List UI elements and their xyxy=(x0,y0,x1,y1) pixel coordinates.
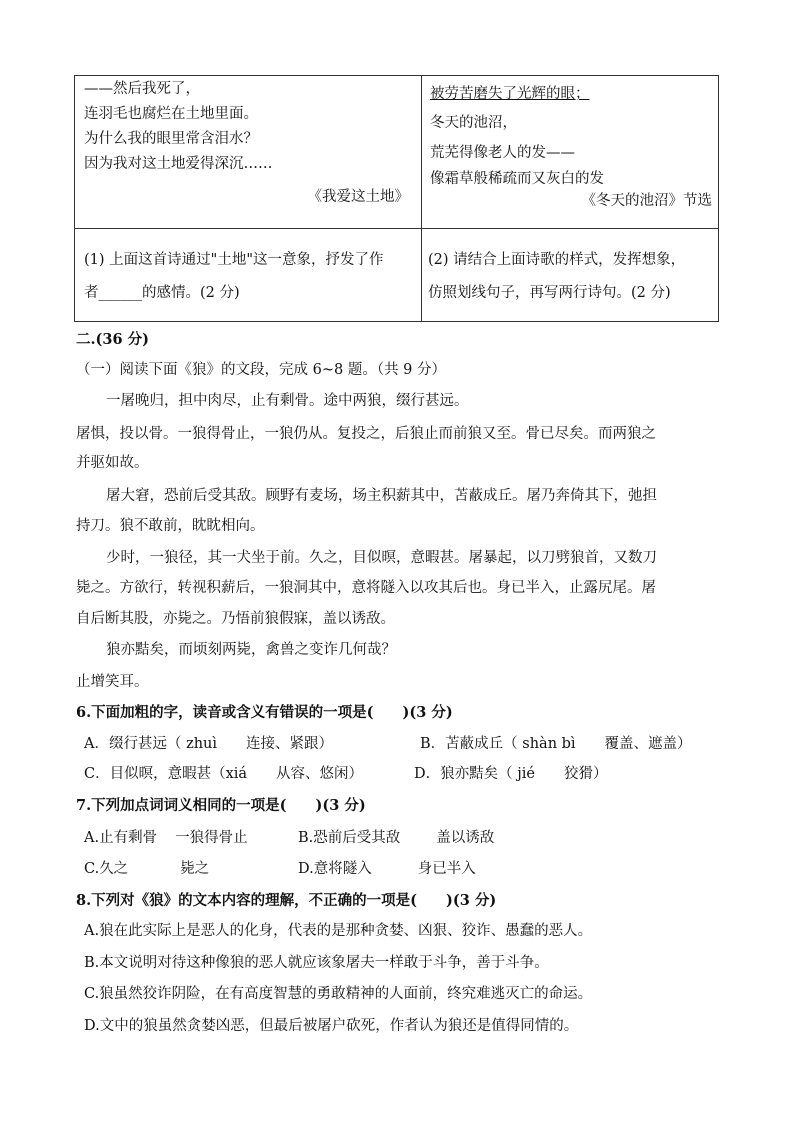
question-6-option-c[interactable]: C．目似暝，意暇甚（xiá 从容、悠闲） xyxy=(84,766,364,782)
question-8-stem: 8.下列对《狼》的文本内容的理解，不正确的一项是( )(3 分) xyxy=(76,892,497,909)
question-2-line: (2) 请结合上面诗歌的样式，发挥想象， xyxy=(428,252,686,268)
left-poem-source: 《我爱这土地》 xyxy=(307,189,409,205)
part-intro: （一）阅读下面《狼》的文段，完成 6~8 题。（共 9 分） xyxy=(76,362,447,378)
question-2-line: 仿照划线句子，再写两行诗句。(2 分) xyxy=(428,285,671,301)
left-poem-cell xyxy=(75,76,422,229)
passage-line: 狼亦黠矣，而顷刻两毙，禽兽之变诈几何哉？ xyxy=(106,642,396,658)
option-b-phrase-1: B.恐前后受其敌 xyxy=(298,830,401,846)
question-1-pre: 者 xyxy=(84,285,99,301)
left-poem-line: ——然后我死了， xyxy=(84,81,200,97)
option-b-phrase-2: 盖以诱敌 xyxy=(436,830,495,846)
option-a-phrase-1: A.止有剩骨 xyxy=(84,830,158,846)
question-6-option-a[interactable]: A．缀行甚远（ zhuì 连接、紧跟） xyxy=(84,736,334,752)
question-6-option-b[interactable]: B．苫蔽成丘（ shàn bì 覆盖、遮盖） xyxy=(420,736,692,752)
right-poem-line: 荒芜得像老人的发—— xyxy=(430,145,575,161)
question-1-post: 的感情。(2 分) xyxy=(142,285,240,301)
question-7-option-d[interactable] xyxy=(298,859,476,879)
question-7-option-b[interactable] xyxy=(298,828,494,848)
passage-line: 并驱如故。 xyxy=(76,455,149,471)
passage-line: 止增笑耳。 xyxy=(76,674,149,690)
passage-line: 一屠晚归，担中肉尽，止有剩骨。途中两狼，缀行甚远。 xyxy=(106,393,469,409)
section-heading: 二.(36 分) xyxy=(76,331,149,348)
right-poem-line: 像霜草般稀疏而又灰白的发 xyxy=(430,171,604,187)
question-8-option-a[interactable]: A.狼在此实际上是恶人的化身，代表的是那种贪婪、凶狠、狡诈、愚蠢的恶人。 xyxy=(84,923,593,939)
question-1-cell xyxy=(75,229,422,322)
option-d-phrase-2: 身已半入 xyxy=(417,861,476,877)
question-1-line: (1) 上面这首诗通过"土地"这一意象，抒发了作 xyxy=(84,252,384,268)
option-a-phrase-2: 一狼得骨止 xyxy=(175,830,248,846)
passage-line: 毙之。方欲行，转视积薪后，一狼洞其中，意将隧入以攻其后也。身已半入，止露尻尾。屠 xyxy=(76,580,656,596)
left-poem-line: 连羽毛也腐烂在土地里面。 xyxy=(84,106,258,122)
underlined-poem-line: 被劳苦磨失了光辉的眼； xyxy=(430,86,590,102)
question-8-option-d[interactable]: D.文中的狼虽然贪婪凶恶，但最后被屠户砍死，作者认为狼还是值得同情的。 xyxy=(84,1018,579,1034)
question-8-option-c[interactable]: C.狼虽然狡诈阴险，在有高度智慧的勇敢精神的人面前，终究难逃灭亡的命运。 xyxy=(84,986,593,1002)
question-2-cell xyxy=(422,229,719,322)
question-8-option-b[interactable]: B.本文说明对待这种像狼的恶人就应该象屠夫一样敢于斗争，善于斗争。 xyxy=(84,955,549,971)
question-7-option-a[interactable] xyxy=(84,828,248,848)
option-d-phrase-1: D.意将隧入 xyxy=(298,861,372,877)
poem-table xyxy=(74,75,719,322)
passage-line: 持刀。狼不敢前，眈眈相向。 xyxy=(76,518,265,534)
question-7-stem: 7.下列加点词词义相同的一项是( )(3 分) xyxy=(76,797,366,814)
right-poem-line: 冬天的池沼， xyxy=(430,115,517,131)
question-6-stem: 6.下面加粗的字，读音或含义有错误的一项是( )(3 分) xyxy=(76,704,453,721)
option-c-phrase-2: 毙之 xyxy=(180,861,210,877)
question-7-option-c[interactable] xyxy=(84,859,209,879)
answer-blank[interactable]: ______ xyxy=(98,285,142,301)
option-c-phrase-1: C.久之 xyxy=(84,861,129,877)
right-poem-source: 《冬天的池沼》节选 xyxy=(581,193,712,209)
passage-line: 少时，一狼径，其一犬坐于前。久之，目似暝，意暇甚。屠暴起，以刀劈狼首，又数刀 xyxy=(106,550,657,566)
right-poem-cell xyxy=(422,76,719,229)
question-1-line2 xyxy=(84,283,240,303)
passage-line: 屠惧，投以骨。一狼得骨止，一狼仍从。复投之，后狼止而前狼又至。骨已尽矣。而两狼之 xyxy=(76,426,656,442)
passage-line: 自后断其股，亦毙之。乃悟前狼假寐，盖以诱敌。 xyxy=(76,611,395,627)
left-poem-line: 因为我对这土地爱得深沉…… xyxy=(84,156,273,172)
left-poem-line: 为什么我的眼里常含泪水？ xyxy=(84,131,258,147)
question-6-option-d[interactable]: D．狼亦黠矣（ jié 狡猾） xyxy=(414,766,608,782)
passage-line: 屠大窘，恐前后受其敌。顾野有麦场，场主积薪其中，苫蔽成丘。屠乃奔倚其下，弛担 xyxy=(106,488,657,504)
